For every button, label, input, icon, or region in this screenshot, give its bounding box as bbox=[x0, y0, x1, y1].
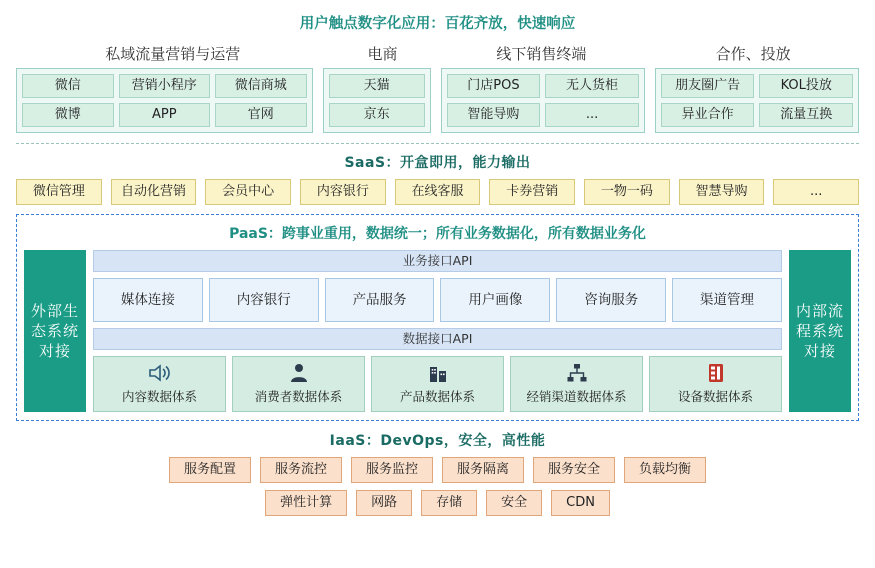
data-system-cell[interactable] bbox=[93, 356, 226, 412]
data-system-cell[interactable] bbox=[510, 356, 643, 412]
paas-service-row bbox=[93, 278, 782, 322]
iaas-item[interactable]: 存储 bbox=[421, 490, 477, 516]
data-system-cell[interactable] bbox=[649, 356, 782, 412]
group-heading-ecommerce: 电商 bbox=[367, 45, 398, 63]
saas-item[interactable]: 卡券营销 bbox=[489, 179, 575, 205]
data-system-label: 经销渠道数据体系 bbox=[526, 389, 627, 404]
touchpoint-row bbox=[329, 74, 425, 98]
paas-service-cell[interactable]: 内容银行 bbox=[209, 278, 319, 322]
saas-items bbox=[10, 179, 865, 205]
touchpoint-groups bbox=[10, 68, 865, 133]
paas-layer bbox=[16, 214, 859, 421]
touchpoint-cell[interactable]: 微博 bbox=[22, 103, 114, 127]
data-system-label: 设备数据体系 bbox=[677, 389, 753, 404]
paas-data-row bbox=[93, 356, 782, 412]
iaas-item[interactable]: 网路 bbox=[356, 490, 412, 516]
saas-item[interactable]: 一物一码 bbox=[584, 179, 670, 205]
touchpoint-cell[interactable]: APP bbox=[119, 103, 211, 127]
touchpoint-cell[interactable]: 智能导购 bbox=[447, 103, 541, 127]
iaas-item[interactable]: 服务配置 bbox=[169, 457, 251, 483]
touchpoint-cell[interactable]: 朋友圈广告 bbox=[661, 74, 755, 98]
touchpoint-row bbox=[661, 103, 853, 127]
touchpoint-row bbox=[447, 74, 639, 98]
iaas-item[interactable]: 负载均衡 bbox=[624, 457, 706, 483]
data-system-cell[interactable] bbox=[371, 356, 504, 412]
saas-item[interactable]: 自动化营销 bbox=[111, 179, 197, 205]
saas-item[interactable]: 内容银行 bbox=[300, 179, 386, 205]
paas-layer-title: PaaS：跨事业重用，数据统一；所有业务数据化，所有数据业务化 bbox=[229, 226, 646, 242]
touchpoint-row bbox=[661, 74, 853, 98]
paas-center bbox=[93, 250, 782, 412]
server-icon bbox=[704, 362, 728, 384]
saas-item[interactable]: ... bbox=[773, 179, 859, 205]
paas-service-cell[interactable]: 媒体连接 bbox=[93, 278, 203, 322]
saas-layer-title: SaaS：开盒即用，能力输出 bbox=[344, 155, 531, 171]
iaas-item[interactable]: 服务安全 bbox=[533, 457, 615, 483]
paas-body bbox=[24, 250, 851, 412]
iaas-item[interactable]: 服务隔离 bbox=[442, 457, 524, 483]
speaker-icon bbox=[148, 362, 172, 384]
touchpoint-group-private-domain bbox=[16, 68, 313, 133]
touchpoint-cell[interactable]: 官网 bbox=[215, 103, 307, 127]
touchpoint-group-ecommerce bbox=[323, 68, 431, 133]
network-icon bbox=[565, 362, 589, 384]
touchpoint-cell[interactable]: 微信商城 bbox=[215, 74, 307, 98]
iaas-layer-title: IaaS：DevOps，安全，高性能 bbox=[329, 433, 546, 449]
saas-item[interactable]: 在线客服 bbox=[395, 179, 481, 205]
paas-service-cell[interactable]: 咨询服务 bbox=[556, 278, 666, 322]
touchpoint-row bbox=[447, 103, 639, 127]
group-heading-offline: 线下销售终端 bbox=[496, 45, 587, 63]
saas-item[interactable]: 会员中心 bbox=[205, 179, 291, 205]
touchpoint-group-offline bbox=[441, 68, 645, 133]
touchpoint-cell[interactable]: 无人货柜 bbox=[545, 74, 639, 98]
business-api-bar: 业务接口API bbox=[93, 250, 782, 272]
iaas-item[interactable]: 安全 bbox=[486, 490, 542, 516]
data-system-label: 内容数据体系 bbox=[121, 389, 197, 404]
touchpoint-cell[interactable]: ... bbox=[545, 103, 639, 127]
touchpoint-cell[interactable]: 异业合作 bbox=[661, 103, 755, 127]
saas-item[interactable]: 智慧导购 bbox=[679, 179, 765, 205]
iaas-item[interactable]: 服务流控 bbox=[260, 457, 342, 483]
data-system-cell[interactable] bbox=[232, 356, 365, 412]
touchpoint-row bbox=[22, 103, 307, 127]
person-icon bbox=[287, 362, 311, 384]
data-api-bar: 数据接口API bbox=[93, 328, 782, 350]
touchpoint-cell[interactable]: KOL投放 bbox=[759, 74, 853, 98]
external-ecosystem-block: 外部生态系统对接 bbox=[24, 250, 86, 412]
touchpoint-group-headings bbox=[10, 43, 865, 64]
iaas-item[interactable]: 服务监控 bbox=[351, 457, 433, 483]
paas-service-cell[interactable]: 用户画像 bbox=[440, 278, 550, 322]
touchpoint-cell[interactable]: 流量互换 bbox=[759, 103, 853, 127]
building-icon bbox=[426, 362, 450, 384]
group-heading-cooperation: 合作、投放 bbox=[715, 45, 791, 63]
iaas-item[interactable]: 弹性计算 bbox=[265, 490, 347, 516]
internal-process-block: 内部流程系统对接 bbox=[789, 250, 851, 412]
group-heading-private-domain: 私域流量营销与运营 bbox=[105, 45, 241, 63]
data-system-label: 消费者数据体系 bbox=[254, 389, 343, 404]
touchpoint-layer-title: 用户触点数字化应用：百花齐放，快速响应 bbox=[299, 16, 576, 32]
data-system-label: 产品数据体系 bbox=[399, 389, 475, 404]
paas-service-cell[interactable]: 产品服务 bbox=[325, 278, 435, 322]
iaas-row-1 bbox=[10, 457, 865, 483]
touchpoint-cell[interactable]: 微信 bbox=[22, 74, 114, 98]
paas-service-cell[interactable]: 渠道管理 bbox=[672, 278, 782, 322]
layer-divider bbox=[16, 143, 859, 144]
iaas-item[interactable]: CDN bbox=[551, 490, 610, 516]
touchpoint-group-cooperation bbox=[655, 68, 859, 133]
iaas-row-2 bbox=[10, 490, 865, 516]
touchpoint-cell[interactable]: 京东 bbox=[329, 103, 425, 127]
touchpoint-cell[interactable]: 门店POS bbox=[447, 74, 541, 98]
touchpoint-cell[interactable]: 天猫 bbox=[329, 74, 425, 98]
diagram-root bbox=[0, 12, 875, 568]
touchpoint-cell[interactable]: 营销小程序 bbox=[119, 74, 211, 98]
saas-item[interactable]: 微信管理 bbox=[16, 179, 102, 205]
touchpoint-row bbox=[329, 103, 425, 127]
touchpoint-row bbox=[22, 74, 307, 98]
